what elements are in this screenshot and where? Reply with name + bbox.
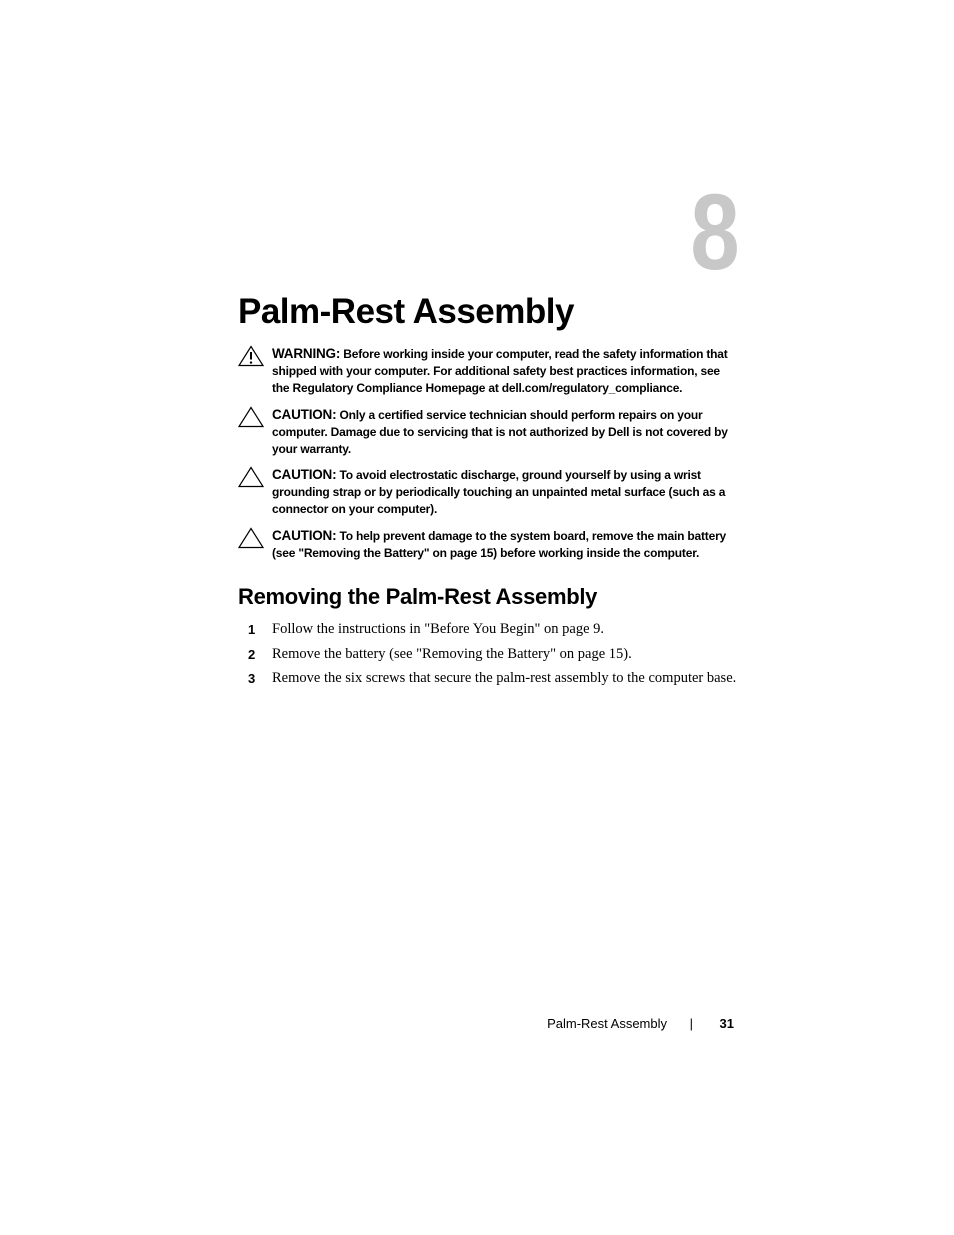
step-text: Remove the battery (see "Removing the Battery" on page 15). [272,645,632,662]
chapter-number: 8 [690,171,740,292]
page-footer [500,1014,734,1034]
footer-separator: | [689,1016,693,1031]
footer-title: Palm-Rest Assembly [547,1016,667,1031]
step-number: 3 [248,671,256,686]
notice-body: To help prevent damage to the system board, remove the main battery (see "Removing the Battery" on page 15) before working inside the computer. [272,529,727,560]
notice-label: CAUTION: [272,407,337,422]
caution-notice [238,406,738,458]
notice-label: CAUTION: [272,467,337,482]
step-item [238,669,738,689]
notice-body: Only a certified service technician should perform repairs on your computer. Damage due to servicing that is not authorized by Dell is not covered by your warranty. [272,408,728,456]
caution-triangle-icon [238,406,264,428]
notice-label: CAUTION: [272,528,337,543]
notice-label: WARNING: [272,346,341,361]
notice-body: Before working inside your computer, read the safety information that shipped with your computer. For additional safety best practices information, see the Regulatory Compliance Homepage at dell.com/regulatory_compliance. [272,347,728,395]
caution-triangle-icon [238,527,264,549]
warning-triangle-icon [238,345,264,367]
caution-notice [238,527,738,562]
step-text: Remove the six screws that secure the palm-rest assembly to the computer base. [272,670,737,686]
steps-list [238,620,738,694]
caution-triangle-icon [238,466,264,488]
step-number: 2 [248,646,256,662]
step-item [238,645,738,665]
page-title: Palm-Rest Assembly [238,292,574,331]
warning-notice [238,345,738,397]
notice-body: To avoid electrostatic discharge, ground yourself by using a wrist grounding strap or by periodically touching an unpainted metal surface (such as a connector on your computer). [272,468,726,516]
page-number: 31 [719,1016,734,1031]
section-heading: Removing the Palm-Rest Assembly [238,584,598,609]
caution-notice [238,466,738,518]
step-number: 1 [248,622,256,637]
step-text: Follow the instructions in "Before You Begin" on page 9. [272,621,605,637]
step-item [238,620,738,640]
